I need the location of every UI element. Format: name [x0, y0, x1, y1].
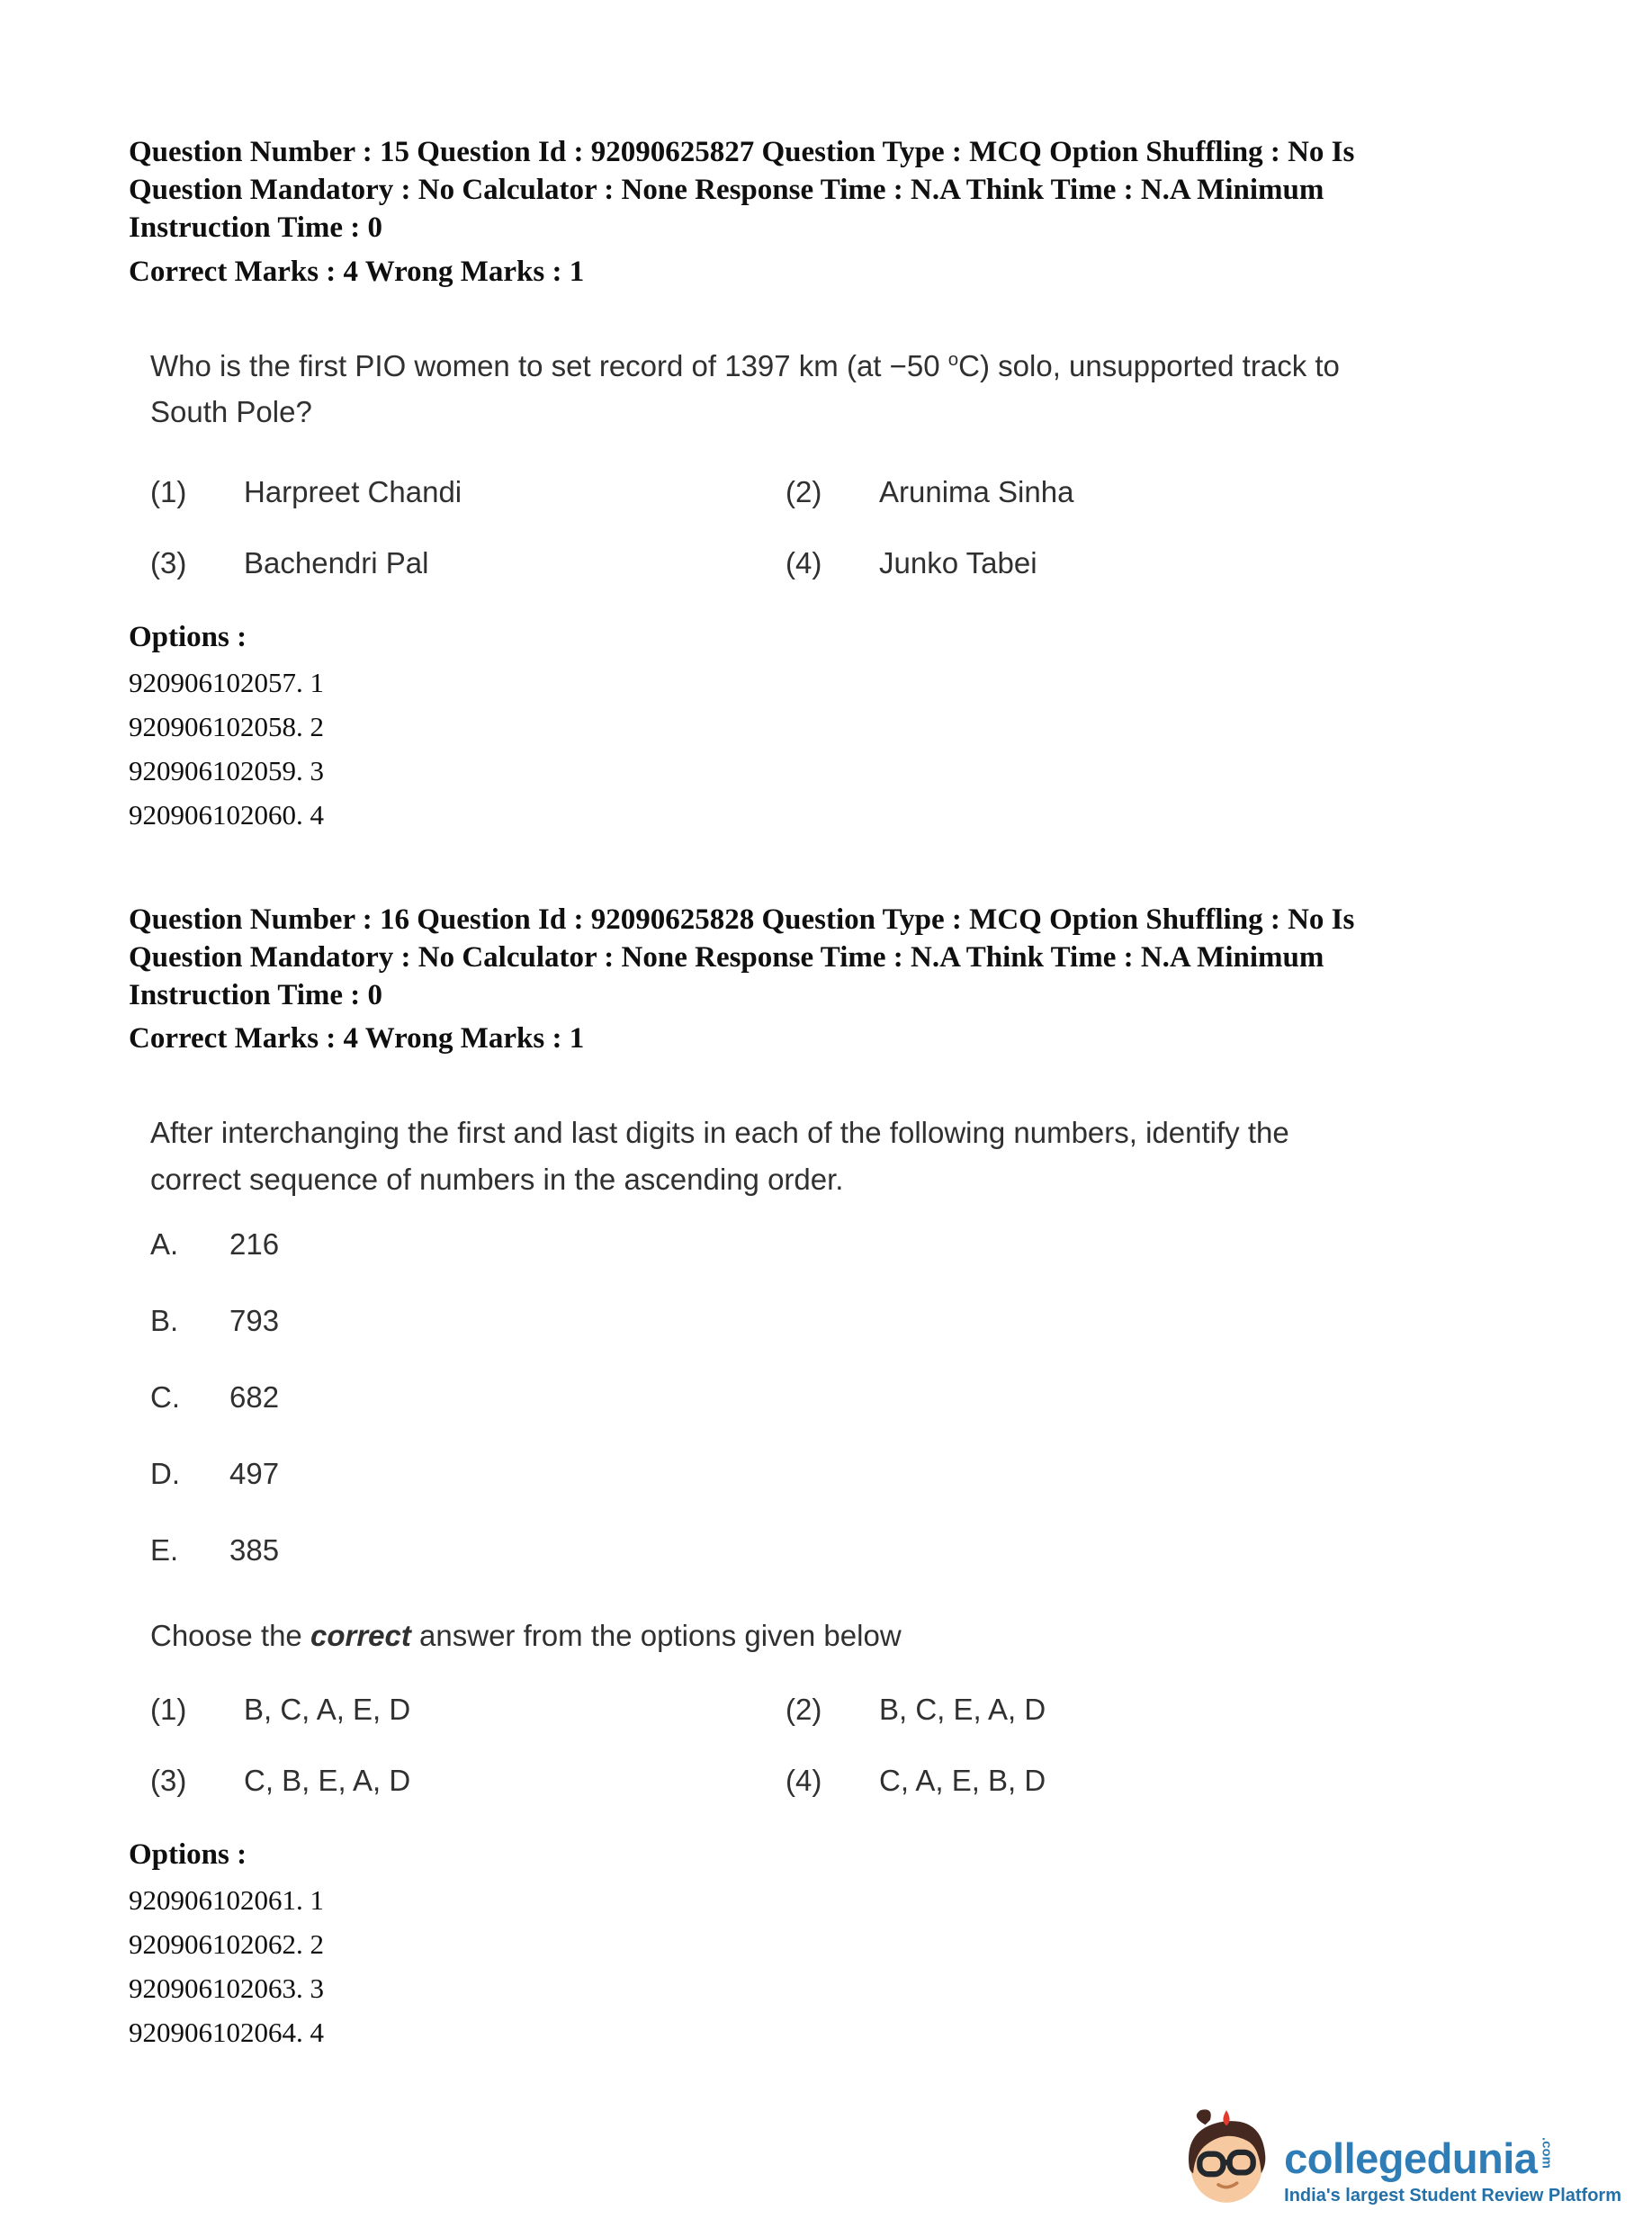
choice-option-1	[150, 1691, 786, 1729]
option-id-line: 920906102061. 1	[129, 1883, 324, 1916]
choice-option-3	[150, 1762, 786, 1801]
choice-option-2	[786, 473, 1526, 512]
marks-line: Correct Marks : 4 Wrong Marks : 1	[129, 1022, 585, 1056]
number-list	[150, 1226, 1526, 1569]
choose-text: answer from the options given below	[410, 1618, 902, 1652]
choices-grid	[150, 1691, 1526, 1801]
choose-instruction	[150, 1619, 1526, 1653]
option-id-line: 920906102063. 3	[129, 1972, 324, 2004]
list-letter: C.	[150, 1380, 180, 1415]
meta-line: Question Mandatory : No Calculator : None Response Time : N.A Think Time : N.A Minimum	[129, 940, 1324, 974]
brand-tagline: India's largest Student Review Platform	[1284, 2186, 1621, 2206]
option-id-line: 920906102060. 4	[129, 798, 324, 831]
choice-label: B, C, E, A, D	[879, 1692, 1046, 1726]
collegedunia-logo	[1178, 2106, 1621, 2214]
question-text	[150, 343, 1526, 436]
list-item	[150, 1379, 1526, 1417]
option-id-list	[129, 661, 1526, 838]
list-item	[150, 1226, 1526, 1264]
question-meta-header	[129, 901, 1526, 1058]
question-text-line: After interchanging the first and last digits in each of the following numbers, identify the	[150, 1116, 1289, 1150]
options-heading: Options :	[129, 1837, 247, 1871]
choice-label: C, A, E, B, D	[879, 1763, 1046, 1797]
meta-line: Instruction Time : 0	[129, 211, 383, 245]
choose-text: Choose the	[150, 1618, 310, 1652]
choice-number: (4)	[786, 545, 822, 579]
meta-line: Question Number : 15 Question Id : 92090625827 Question Type : MCQ Option Shuffling : No Is	[129, 136, 1355, 168]
choice-number: (1)	[150, 1692, 187, 1726]
choice-label: Junko Tabei	[879, 545, 1037, 579]
choice-option-4	[786, 544, 1526, 583]
choice-number: (3)	[150, 545, 187, 579]
choice-label: B, C, A, E, D	[244, 1692, 411, 1726]
option-id-list	[129, 1879, 1526, 2055]
meta-line: Question Number : 16 Question Id : 92090625828 Question Type : MCQ Option Shuffling : No Is	[129, 903, 1355, 936]
question-text-segment: C) solo, unsupported track to	[958, 348, 1340, 382]
brand-row	[1284, 2134, 1621, 2182]
list-value: 682	[229, 1380, 280, 1415]
option-id-line: 920906102059. 3	[129, 754, 324, 786]
option-id-line: 920906102064. 4	[129, 2016, 324, 2048]
list-value: 216	[229, 1227, 280, 1262]
choice-number: (4)	[786, 1763, 822, 1797]
question-meta-header	[129, 133, 1526, 291]
choice-option-4	[786, 1762, 1526, 1801]
list-letter: D.	[150, 1457, 180, 1491]
question-text-line: correct sequence of numbers in the ascending order.	[150, 1162, 844, 1196]
meta-line: Question Mandatory : No Calculator : None Response Time : N.A Think Time : N.A Minimum	[129, 174, 1324, 207]
question-text-segment: Who is the first PIO women to set record of 1397 km (at −50	[150, 348, 948, 382]
choice-option-3	[150, 544, 786, 583]
question-16-block	[129, 901, 1526, 2055]
choice-option-2	[786, 1691, 1526, 1729]
brand-tld: .com	[1539, 2137, 1555, 2170]
choice-number: (3)	[150, 1763, 187, 1797]
list-value: 497	[229, 1457, 280, 1491]
list-letter: E.	[150, 1532, 179, 1567]
marks-line: Correct Marks : 4 Wrong Marks : 1	[129, 255, 585, 288]
question-text-line	[150, 343, 1526, 389]
logo-text	[1284, 2134, 1621, 2214]
mascot-face-icon	[1178, 2106, 1275, 2214]
choice-label: Bachendri Pal	[244, 545, 429, 579]
option-id-line: 920906102062. 2	[129, 1927, 324, 1960]
brand-name: collegedunia	[1284, 2134, 1538, 2182]
meta-line: Instruction Time : 0	[129, 979, 383, 1011]
question-15-block	[129, 133, 1526, 838]
degree-superscript: o	[947, 348, 959, 370]
question-text-line: South Pole?	[150, 395, 312, 429]
list-letter: B.	[150, 1304, 179, 1338]
choice-label: Arunima Sinha	[879, 474, 1074, 508]
choice-number: (2)	[786, 1692, 822, 1726]
list-item	[150, 1302, 1526, 1341]
option-id-line: 920906102057. 1	[129, 666, 324, 698]
choice-number: (2)	[786, 474, 822, 508]
list-value: 793	[229, 1304, 280, 1338]
choice-label: C, B, E, A, D	[244, 1763, 411, 1797]
list-item	[150, 1532, 1526, 1570]
choice-number: (1)	[150, 474, 187, 508]
options-heading: Options :	[129, 620, 247, 653]
list-item	[150, 1455, 1526, 1494]
question-text	[150, 1110, 1526, 1202]
option-id-line: 920906102058. 2	[129, 710, 324, 742]
choose-emphasis: correct	[310, 1618, 411, 1652]
list-value: 385	[229, 1532, 280, 1567]
choice-label: Harpreet Chandi	[244, 474, 462, 508]
list-letter: A.	[150, 1227, 179, 1262]
choice-option-1	[150, 473, 786, 512]
choices-grid	[150, 473, 1526, 583]
